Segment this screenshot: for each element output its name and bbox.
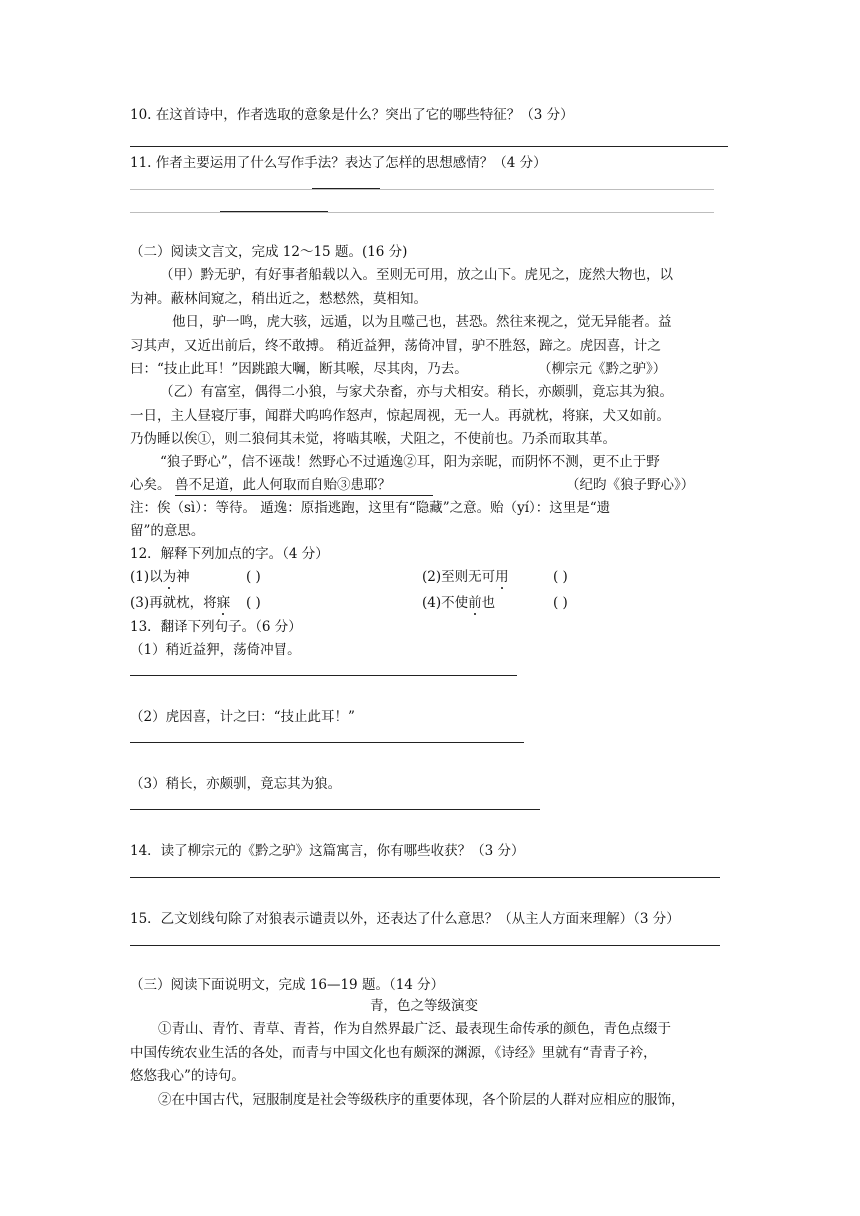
q12-item-4-pre: (4)不使 xyxy=(422,595,469,611)
answer-line-11b-mark xyxy=(220,211,328,212)
question-11: 11. 作者主要运用了什么写作手法？表达了怎样的思想感情？（4 分） xyxy=(130,155,547,171)
answer-line-13-1[interactable] xyxy=(130,675,517,676)
answer-line-11a xyxy=(130,189,714,190)
jia-source: （柳宗元《黔之驴》） xyxy=(538,361,667,377)
jia-line-1: （甲）黔无驴，有好事者船载以入。至则无可用，放之山下。虎见之，庞然大物也，以 xyxy=(160,267,673,283)
note-line-2: 留”的意思。 xyxy=(130,523,205,539)
q12-item-1 xyxy=(130,568,190,586)
q12-item-3 xyxy=(130,594,230,612)
para-1-line-3: 悠悠我心”的诗句。 xyxy=(130,1068,245,1084)
jia-line-2: 为神。蔽林间窥之，稍出近之，慭慭然，莫相知。 xyxy=(130,291,427,307)
answer-line-11a-mark xyxy=(312,188,380,189)
answer-line-15[interactable] xyxy=(130,945,720,946)
yi-source: （纪昀《狼子野心》） xyxy=(566,477,695,493)
q12-item-4-dotted: 前 xyxy=(468,595,482,611)
q12-answer-4[interactable]: ( ) xyxy=(553,595,568,611)
question-13-1: （1）稍近益狎，荡倚冲冒。 xyxy=(130,642,301,658)
answer-line-14[interactable] xyxy=(130,877,720,878)
q12-answer-1[interactable]: ( ) xyxy=(246,569,261,585)
q12-item-2-pre: (2)至则无可 xyxy=(422,569,496,585)
jia-line-3: 他日，驴一鸣，虎大骇，远遁，以为且噬己也，甚恐。然往来视之，觉无异能者。益 xyxy=(172,314,672,330)
question-13-3: （3）稍长，亦颇驯，竟忘其为狼。 xyxy=(130,776,342,792)
yi-line-2: 一日，主人昼寝厅事，闻群犬呜呜作怒声，惊起周视，无一人。再就枕，将寐，犬又如前。 xyxy=(130,408,670,424)
para-1-line-1: ①青山、青竹、青草、青苔，作为自然界最广泛、最表现生命传承的颜色，青色点缀于 xyxy=(158,1021,671,1037)
yi-underlined-sentence: 兽不足道，此人何取而自贻③患耶？ xyxy=(175,476,433,496)
q12-answer-3[interactable]: ( ) xyxy=(246,595,261,611)
yi-line-1: （乙）有富室，偶得二小狼，与家犬杂畜，亦与犬相安。稍长，亦颇驯，竟忘其为狼。 xyxy=(160,384,673,400)
answer-line-10 xyxy=(130,146,728,147)
q12-answer-2[interactable]: ( ) xyxy=(553,569,568,585)
q12-item-1-dotted: 为 xyxy=(162,569,177,585)
question-10: 10. 在这首诗中，作者选取的意象是什么？突出了它的哪些特征？（3 分） xyxy=(130,107,574,123)
article-title: 青，色之等级演变 xyxy=(370,998,478,1014)
q12-item-1-pre: (1)以 xyxy=(130,569,163,585)
question-13-2: （2）虎因喜，计之曰：“技止此耳！” xyxy=(130,709,355,725)
jia-line-5: 曰：“技止此耳！”因跳踉大㘎，断其喉，尽其肉，乃去。 xyxy=(130,361,468,377)
yi-line-3: 乃伪睡以俟①，则二狼伺其未觉，将啮其喉，犬阻之，不使前也。乃杀而取其革。 xyxy=(130,431,616,447)
question-15: 15．乙文划线句除了对狼表示谴责以外，还表达了什么意思？（从主人方面来理解）（3 分） xyxy=(130,911,680,927)
q12-item-4-post: 也 xyxy=(481,595,496,611)
q12-item-3-dotted: 寐 xyxy=(216,595,231,611)
answer-line-13-3[interactable] xyxy=(130,809,540,810)
q12-item-4 xyxy=(422,594,495,612)
q12-item-1-post: 神 xyxy=(176,569,190,585)
question-12: 12．解释下列加点的字。（4 分） xyxy=(130,546,329,562)
q12-item-2-dotted: 用 xyxy=(495,569,509,585)
q12-item-2 xyxy=(422,568,509,586)
section-2-heading: （二）阅读文言文，完成 12～15 题。(16 分) xyxy=(130,244,408,260)
answer-line-11b xyxy=(130,212,714,213)
yi-line-4: “狼子野心”，信不诬哉！然野心不过遁逸②耳，阳为亲昵，而阴怀不测，更不止于野 xyxy=(160,454,660,470)
q12-item-3-pre: (3)再就枕，将 xyxy=(130,595,217,611)
answer-line-13-2[interactable] xyxy=(130,742,524,743)
note-line-1: 注：俟（sì）：等待。 遁逸：原指逃跑，这里有“隐藏”之意。贻（yí）：这里是“遗 xyxy=(130,500,611,516)
question-14: 14．读了柳宗元的《黔之驴》这篇寓言，你有哪些收获？（3 分） xyxy=(130,843,525,859)
section-3-heading: （三）阅读下面说明文，完成 16—19 题。（14 分） xyxy=(130,977,445,993)
jia-line-4: 习其声，又近出前后，终不敢搏。 稍近益狎，荡倚冲冒，驴不胜怒，蹄之。虎因喜，计之 xyxy=(130,338,661,354)
para-1-line-2: 中国传统农业生活的各处，而青与中国文化也有颇深的渊源，《诗经》里就有“青青子衿， xyxy=(130,1045,657,1061)
question-13: 13．翻译下列句子。（6 分） xyxy=(130,619,302,635)
para-2-line-1: ②在中国古代，冠服制度是社会等级秩序的重要体现，各个阶层的人群对应相应的服饰， xyxy=(158,1092,685,1108)
yi-line-5: 心矣。 xyxy=(130,477,171,493)
